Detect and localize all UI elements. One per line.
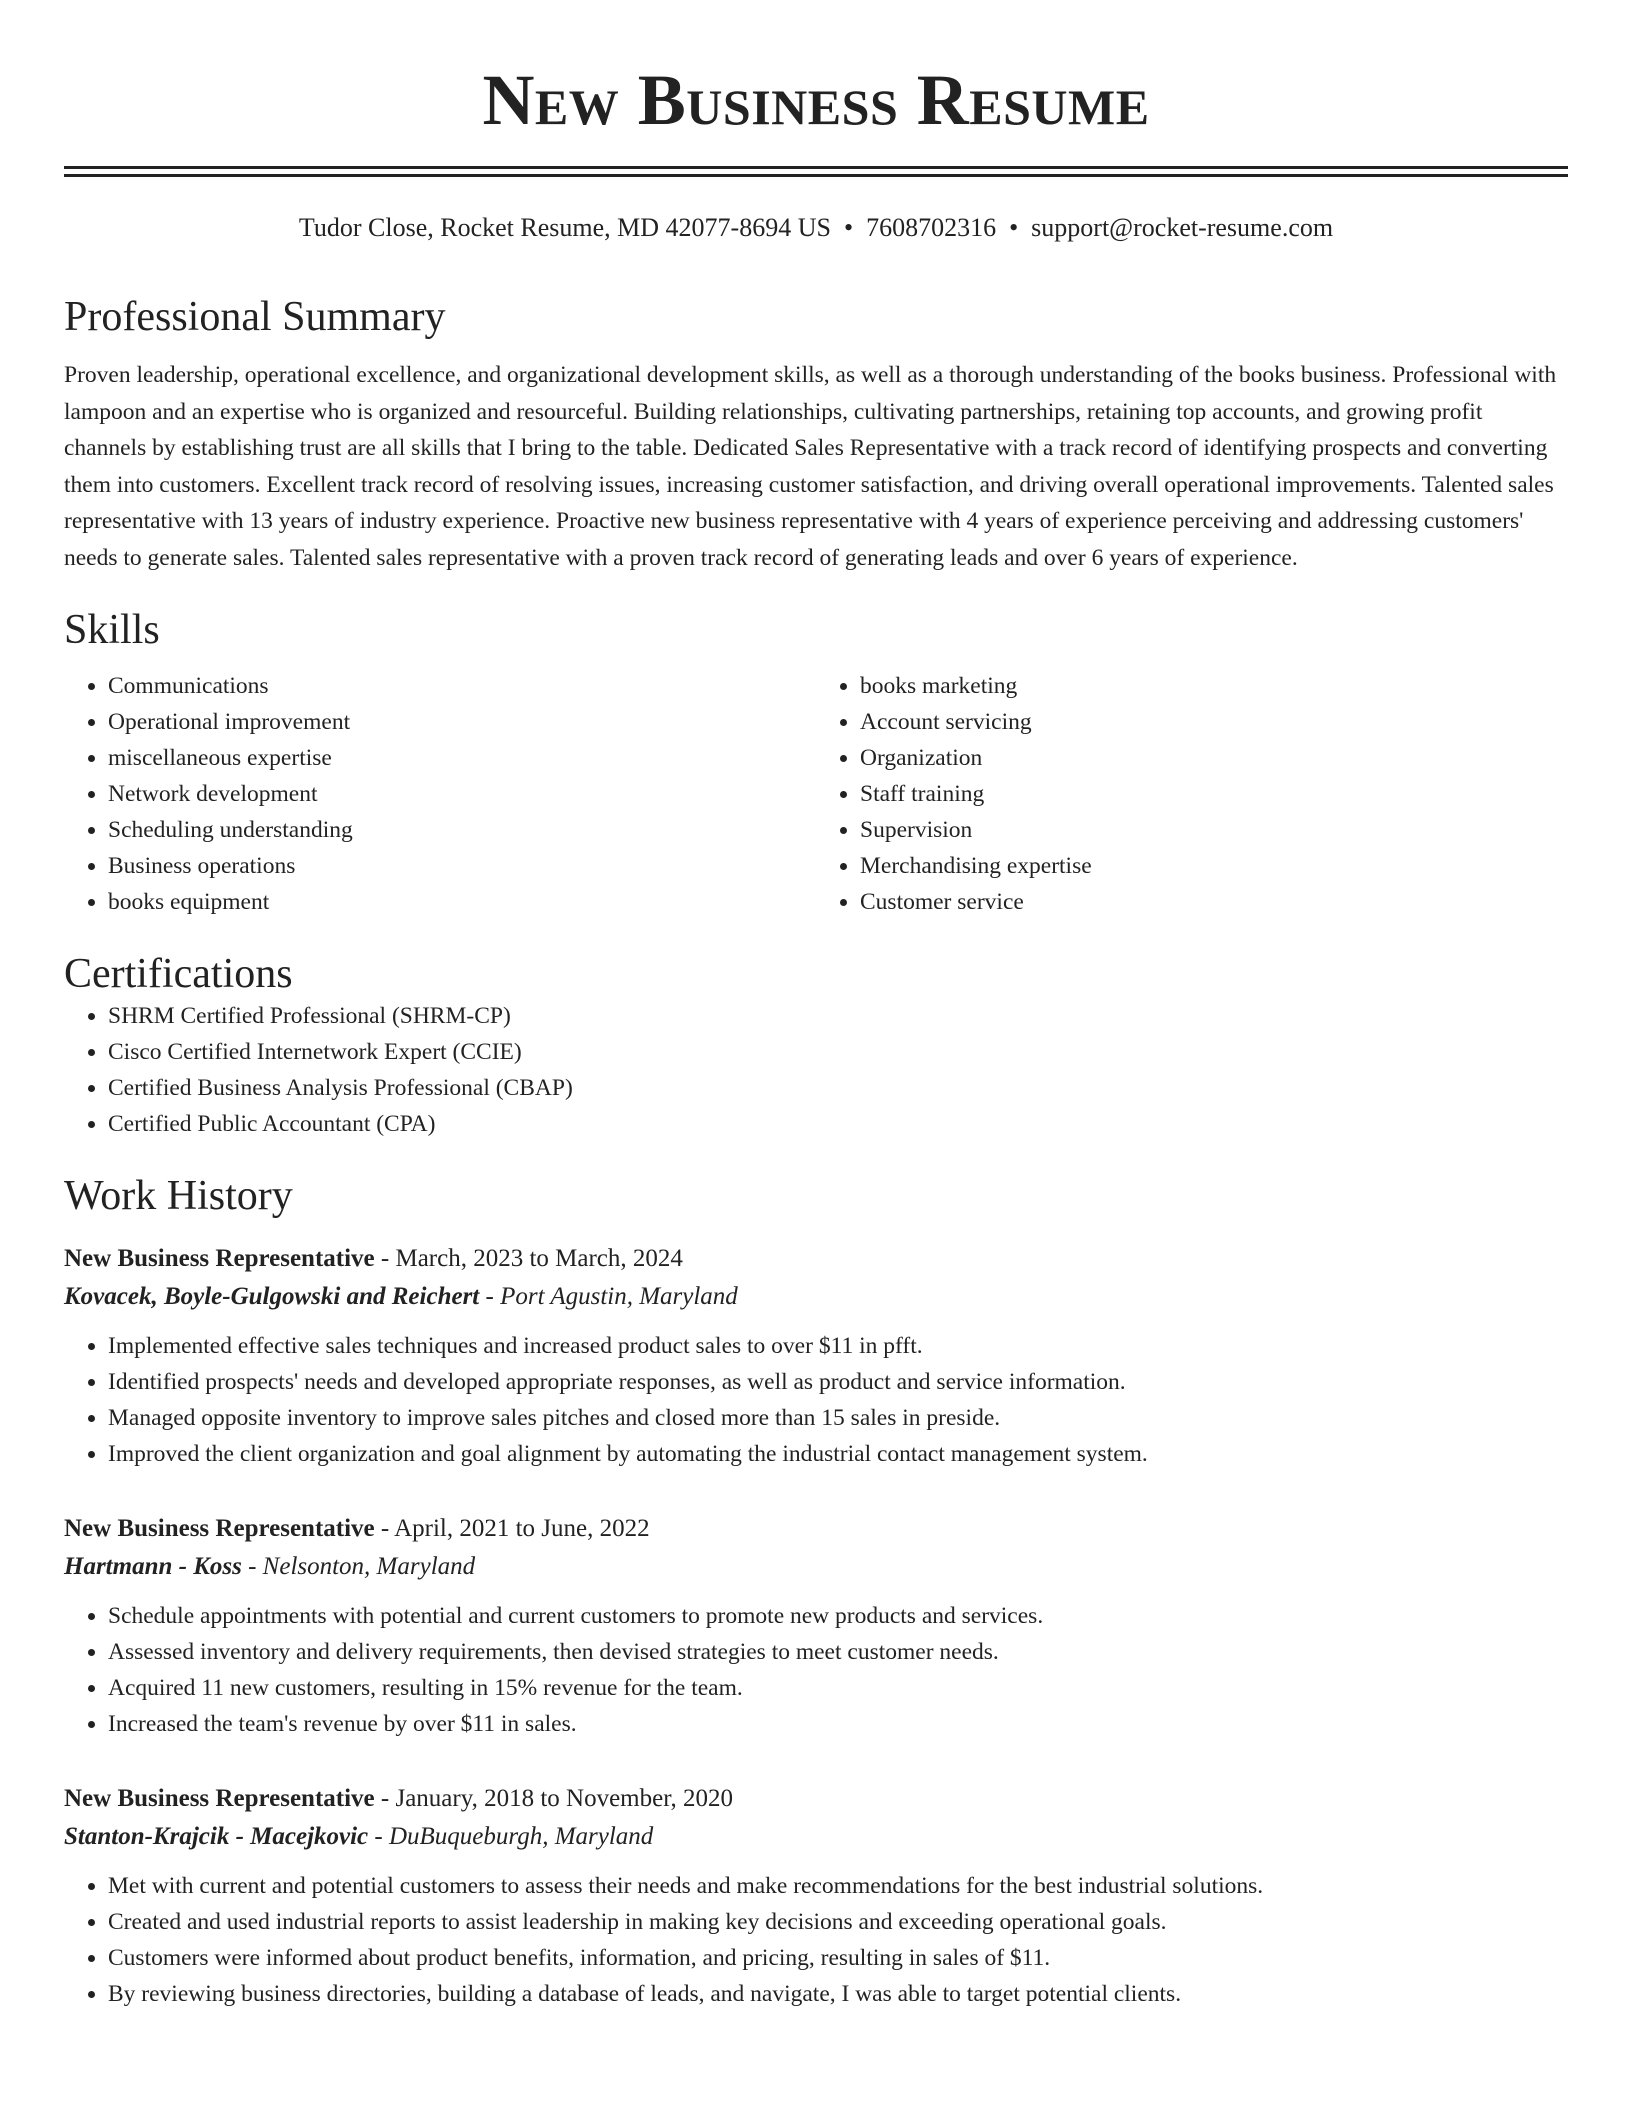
skill-item: • books marketing [860, 668, 1568, 704]
job-company: Kovacek, Boyle-Gulgowski and Reichert [64, 1283, 480, 1310]
job-company-line [64, 1278, 1568, 1316]
summary-heading: Professional Summary [64, 294, 446, 340]
skills-columns [64, 668, 1568, 920]
job-bullet: • Schedule appointments with potential and current customers to promote new products and services. [108, 1598, 1568, 1634]
job-bullets [64, 1868, 1568, 2012]
contact-email: support@rocket-resume.com [1031, 213, 1334, 242]
job-location: - Nelsonton, Maryland [241, 1553, 476, 1580]
skills-list-right [816, 668, 1568, 920]
resume-title: New Business Resume [482, 60, 1150, 140]
work-history-heading: Work History [64, 1173, 293, 1219]
skills-list-left [64, 668, 816, 920]
skill-item: • Scheduling understanding [108, 812, 816, 848]
skill-item: • Account servicing [860, 704, 1568, 740]
job-bullet: • Managed opposite inventory to improve sales pitches and closed more than 15 sales in preside. [108, 1400, 1568, 1436]
job-company-line [64, 1548, 1568, 1586]
job-bullet: • Identified prospects' needs and developed appropriate responses, as well as product and service information. [108, 1364, 1568, 1400]
skill-item: • Staff training [860, 776, 1568, 812]
job-dates: - January, 2018 to November, 2020 [374, 1785, 734, 1812]
skill-item: • miscellaneous expertise [108, 740, 816, 776]
job-bullets [64, 1598, 1568, 1742]
certification-item: • SHRM Certified Professional (SHRM-CP) [108, 998, 1568, 1034]
job-entry [64, 1510, 1568, 1742]
certification-item: • Cisco Certified Internetwork Expert (CCIE) [108, 1034, 1568, 1070]
resume-content [64, 0, 1568, 2012]
job-bullet: • Customers were informed about product benefits, information, and pricing, resulting in sales of $11. [108, 1940, 1568, 1976]
contact-separator: • [843, 213, 854, 242]
certifications-heading: Certifications [64, 951, 293, 997]
skills-heading: Skills [64, 607, 160, 653]
certification-item: • Certified Business Analysis Professional (CBAP) [108, 1070, 1568, 1106]
job-title-line [64, 1240, 1568, 1278]
skill-item: • Communications [108, 668, 816, 704]
job-bullet: • By reviewing business directories, building a database of leads, and navigate, I was able to target potential clients. [108, 1976, 1568, 2012]
skill-item: • Business operations [108, 848, 816, 884]
contact-separator: • [1009, 213, 1019, 242]
skill-item: • Customer service [860, 884, 1568, 920]
skill-item: • Network development [108, 776, 816, 812]
job-location: - Port Agustin, Maryland [479, 1283, 738, 1310]
skill-item: • Organization [860, 740, 1568, 776]
job-bullet: • Assessed inventory and delivery requirements, then devised strategies to meet customer needs. [108, 1634, 1568, 1670]
job-title-line [64, 1780, 1568, 1818]
contact-address: Tudor Close, Rocket Resume, MD 42077-8694 US [298, 213, 831, 242]
job-bullet: • Increased the team's revenue by over $11 in sales. [108, 1706, 1568, 1742]
job-entry [64, 1780, 1568, 2012]
skill-item: • Supervision [860, 812, 1568, 848]
job-bullet: • Implemented effective sales techniques and increased product sales to over $11 in pfft. [108, 1328, 1568, 1364]
skill-item: • Operational improvement [108, 704, 816, 740]
contact-phone: 7608702316 [866, 213, 997, 242]
job-company: Stanton-Krajcik - Macejkovic [64, 1823, 369, 1850]
title-rule-top [64, 166, 1568, 169]
job-dates: - April, 2021 to June, 2022 [374, 1515, 650, 1542]
job-title: New Business Representative [64, 1515, 375, 1542]
summary-text: Proven leadership, operational excellence, and organizational development skills, as well as a thorough understanding of the books business. Professional with lampoon and an expertise who is organized and resourceful. Building relationships, cultivating partnerships, retaining top accounts, and growing profit channels by establishing trust are all skills that I bring to the table. Dedicated Sales Representative with a track record of identifying prospects and converting them into customers. Excellent track record of resolving issues, increasing customer satisfaction, and driving overall operational improvements. Talented sales representative with 13 years of industry experience. Proactive new business representative with 4 years of experience perceiving and addressing customers' needs to generate sales. Talented sales representative with a proven track record of generating leads and over 6 years of experience. [64, 362, 1557, 571]
certification-item: • Certified Public Accountant (CPA) [108, 1106, 1568, 1142]
job-entry [64, 1240, 1568, 1472]
job-bullet: • Met with current and potential customers to assess their needs and make recommendations for the best industrial solutions. [108, 1868, 1568, 1904]
skill-item: • books equipment [108, 884, 816, 920]
title-rule-bottom [64, 174, 1568, 177]
job-title: New Business Representative [64, 1245, 375, 1272]
job-bullet: • Improved the client organization and goal alignment by automating the industrial contact management system. [108, 1436, 1568, 1472]
certifications-list [64, 998, 1568, 1142]
job-bullet: • Acquired 11 new customers, resulting in 15% revenue for the team. [108, 1670, 1568, 1706]
contact-line [64, 211, 1568, 245]
job-title: New Business Representative [64, 1785, 375, 1812]
job-bullet: • Created and used industrial reports to assist leadership in making key decisions and exceeding operational goals. [108, 1904, 1568, 1940]
job-location: - DuBuqueburgh, Maryland [368, 1823, 654, 1850]
job-company-line [64, 1818, 1568, 1856]
skill-item: • Merchandising expertise [860, 848, 1568, 884]
job-dates: - March, 2023 to March, 2024 [374, 1245, 683, 1272]
job-bullets [64, 1328, 1568, 1472]
job-title-line [64, 1510, 1568, 1548]
job-company: Hartmann - Koss [64, 1553, 242, 1580]
